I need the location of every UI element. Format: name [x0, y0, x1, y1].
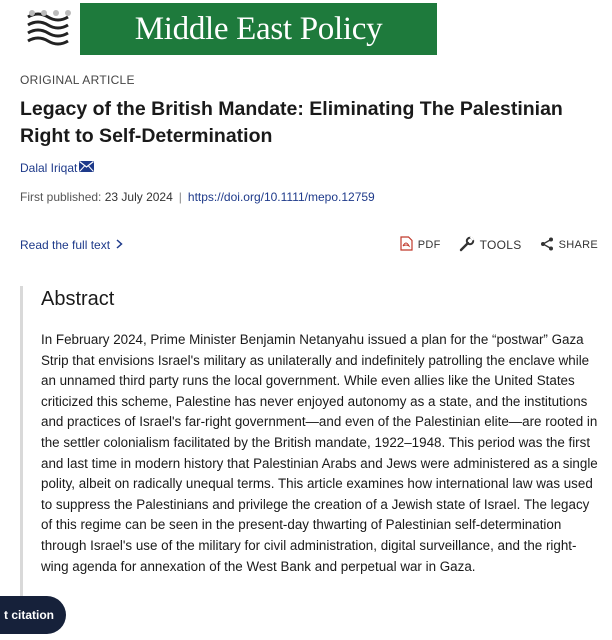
abstract-heading: Abstract [41, 288, 115, 310]
share-label[interactable]: SHARE [558, 239, 598, 251]
abstract-section [20, 286, 601, 606]
journal-banner[interactable] [20, 3, 437, 55]
pdf-label[interactable]: PDF [417, 239, 441, 251]
separator: | [178, 190, 182, 204]
tools-button[interactable] [459, 236, 522, 255]
article-actions [20, 236, 598, 254]
chevron-right-icon [116, 238, 123, 252]
mail-icon[interactable] [79, 161, 94, 175]
article-type: ORIGINAL ARTICLE [20, 73, 135, 87]
share-icon [540, 237, 554, 254]
read-full-text-link[interactable] [20, 238, 123, 252]
read-full-label[interactable]: Read the full text [20, 238, 111, 252]
journal-logo-icon [20, 3, 80, 55]
pdf-icon [400, 236, 413, 254]
cite-button[interactable]: t citation [0, 596, 66, 634]
published-label: First published: [20, 190, 102, 204]
publication-info [20, 190, 375, 204]
wrench-icon [459, 236, 475, 255]
author-name[interactable]: Dalal Iriqat [20, 161, 78, 175]
published-date: 23 July 2024 [104, 190, 173, 204]
journal-title: Middle East Policy [134, 10, 383, 47]
pdf-button[interactable] [400, 236, 441, 254]
article-title: Legacy of the British Mandate: Eliminating The Palestinian Right to Self-Determination [20, 98, 563, 147]
journal-title-box [80, 3, 437, 55]
abstract-body: In February 2024, Prime Minister Benjamin Netanyahu issued a plan for the “postwar” Gaza Strip that envisions Israel's military as unilaterally and indefinitely patrolling the enclave while an unnamed third party runs the local government. While even allies like the United States criticized this scheme, Palestine has never enjoyed autonomy as a state, and the institutions and practices of Israel's far-right government—and even of the Palestinian elite—are rooted in the settler colonialism facilitated by the British mandate, 1922–1948. This period was the first and last time in modern history that Palestinian Arabs and Jews were administered as a single polity, albeit on radically unequal terms. This article examines how international law was used to suppress the Palestinians and privilege the creation of a Jewish state of Israel. The legacy of this regime can be seen in the present-day thwarting of Palestinian self-determination through Israel's use of the military for civil administration, digital surveillance, and the right-wing agenda for annexation of the West Bank and perpetual war in Gaza. [41, 332, 598, 574]
tools-label[interactable]: TOOLS [479, 238, 522, 252]
doi-link[interactable]: https://doi.org/10.1111/mepo.12759 [187, 190, 375, 204]
author-link[interactable] [20, 161, 94, 175]
right-actions [400, 236, 598, 255]
share-button[interactable] [540, 237, 598, 254]
